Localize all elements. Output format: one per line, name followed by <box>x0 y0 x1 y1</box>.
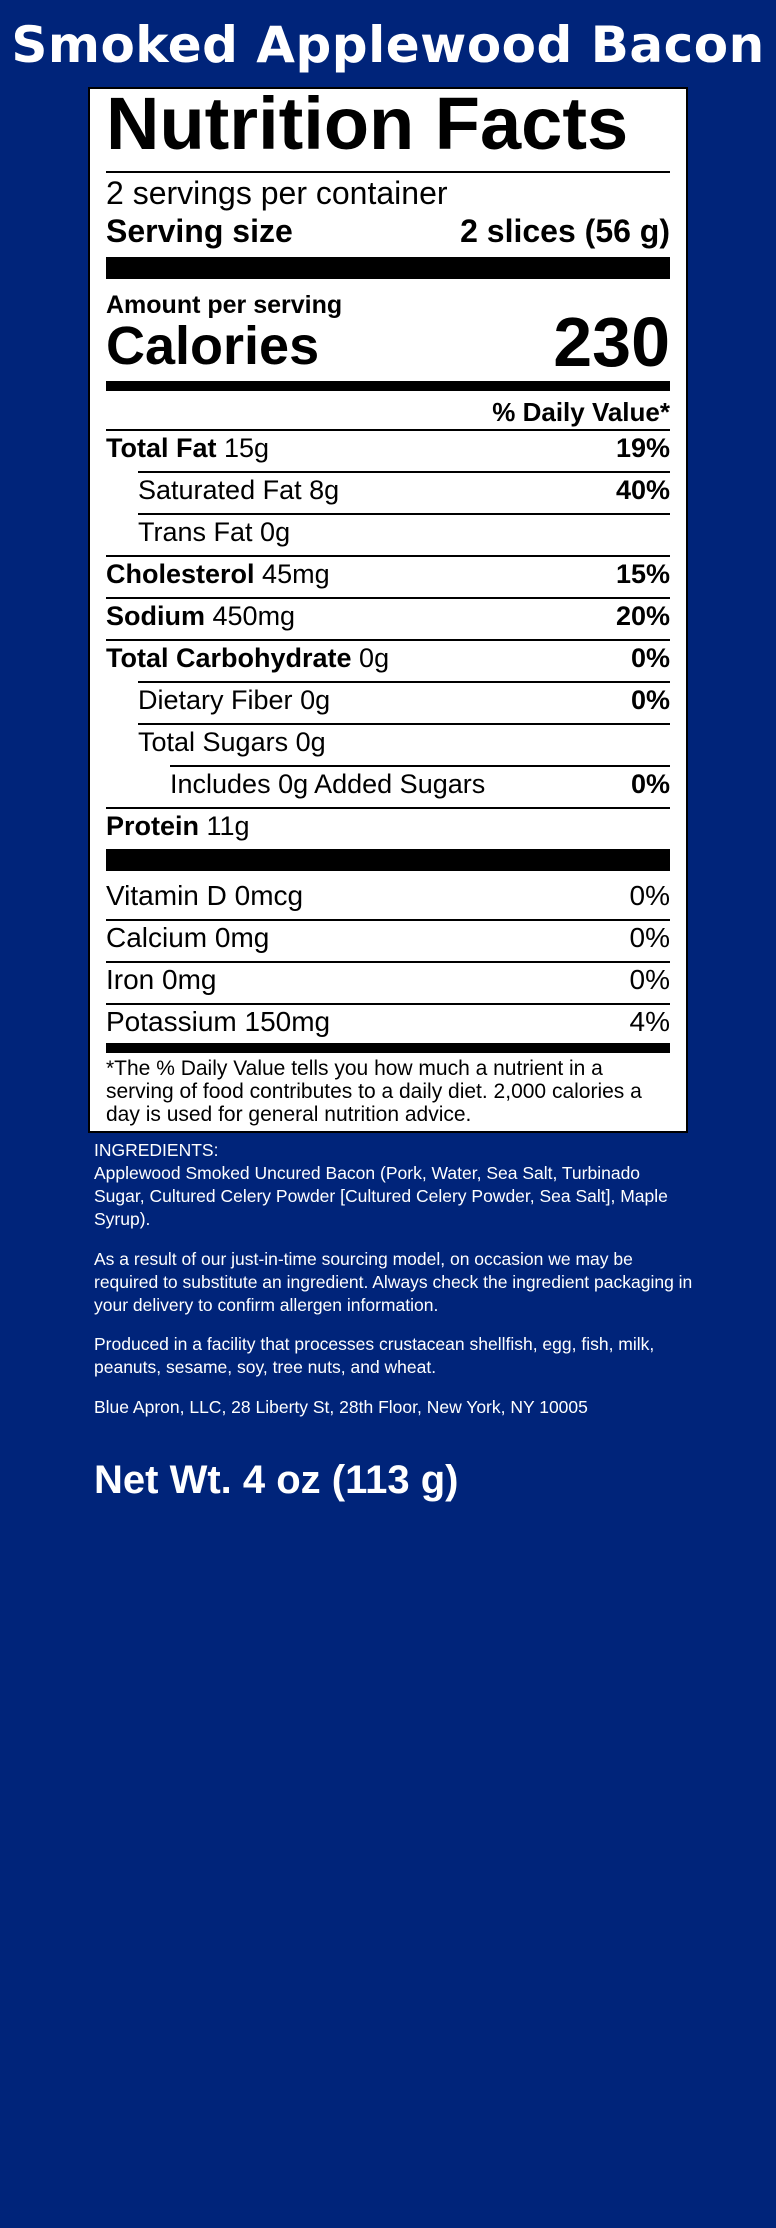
nutrient-row-sodium: Sodium 450mg <box>106 601 296 631</box>
sourcing-note: As a result of our just-in-time sourcing model, on occasion we may be required to substitute an ingredient. Always check the ingredient packaging in your delivery to confirm allergen information. <box>94 1249 693 1315</box>
nutrient-row-added-sugars: Includes 0g Added Sugars <box>170 769 486 799</box>
dv-vitamin-d: 0% <box>629 880 670 911</box>
dv-sodium: 20% <box>615 601 670 631</box>
serving-size-label: Serving size <box>106 213 293 249</box>
micro-calcium: Calcium 0mg <box>106 922 270 953</box>
daily-value-header: % Daily Value* <box>492 397 670 427</box>
daily-value-footnote: *The % Daily Value tells you how much a nutrient in a serving of food contributes to a daily diet. 2,000 calories a day is used for general nutrition advice. <box>106 1057 642 1126</box>
divider <box>106 171 670 173</box>
nutrient-row-dietary-fiber: Dietary Fiber 0g <box>138 685 331 715</box>
servings-per-container: 2 servings per container <box>106 175 448 211</box>
allergen-note: Produced in a facility that processes crustacean shellfish, egg, fish, milk, peanuts, sesame, soy, tree nuts, and wheat. <box>94 1334 655 1377</box>
calories-label: Calories <box>106 316 320 376</box>
divider <box>106 807 670 809</box>
dv-total-carbohydrate: 0% <box>630 643 670 673</box>
nutrient-row-total-sugars: Total Sugars 0g <box>138 727 326 757</box>
nutrient-row-cholesterol: Cholesterol 45mg <box>106 559 330 589</box>
dv-saturated-fat: 40% <box>615 475 670 505</box>
micro-vitamin-d: Vitamin D 0mcg <box>106 880 304 911</box>
divider <box>106 639 670 641</box>
divider <box>138 471 670 473</box>
ingredients-heading: INGREDIENTS: <box>94 1140 219 1160</box>
calories-value: 230 <box>553 303 670 381</box>
nutrient-row-total-carbohydrate: Total Carbohydrate 0g <box>106 643 390 673</box>
dv-dietary-fiber: 0% <box>630 685 670 715</box>
dv-added-sugars: 0% <box>630 769 670 799</box>
medium-divider <box>106 1043 670 1053</box>
divider <box>106 429 670 431</box>
amount-per-serving: Amount per serving <box>106 291 343 319</box>
company-address: Blue Apron, LLC, 28 Liberty St, 28th Floor, New York, NY 10005 <box>94 1397 588 1417</box>
thick-divider <box>106 257 670 279</box>
dv-total-fat: 19% <box>615 433 670 463</box>
serving-size-value: 2 slices (56 g) <box>460 213 670 249</box>
divider <box>106 555 670 557</box>
divider <box>170 765 670 767</box>
divider <box>106 961 670 963</box>
divider <box>138 681 670 683</box>
nutrient-row-protein: Protein 11g <box>106 811 250 841</box>
medium-divider <box>106 381 670 391</box>
dv-iron: 0% <box>629 964 670 995</box>
divider <box>106 597 670 599</box>
net-weight: Net Wt. 4 oz (113 g) <box>94 1458 459 1502</box>
nutrient-row-saturated-fat: Saturated Fat 8g <box>138 475 340 505</box>
divider <box>138 723 670 725</box>
micro-iron: Iron 0mg <box>106 964 217 995</box>
product-title: Smoked Applewood Bacon <box>11 16 765 74</box>
nutrition-facts-heading: Nutrition Facts <box>106 82 629 165</box>
micro-potassium: Potassium 150mg <box>106 1006 331 1037</box>
divider <box>106 1003 670 1005</box>
dv-potassium: 4% <box>629 1006 670 1037</box>
nutrient-row-total-fat: Total Fat 15g <box>106 433 270 463</box>
divider <box>106 919 670 921</box>
dv-calcium: 0% <box>629 922 670 953</box>
nutrition-facts-panel <box>88 82 688 1133</box>
divider <box>138 513 670 515</box>
thick-divider <box>106 849 670 871</box>
nutrient-row-trans-fat: Trans Fat 0g <box>138 517 291 547</box>
ingredients-text: Applewood Smoked Uncured Bacon (Pork, Water, Sea Salt, Turbinado Sugar, Cultured Celery Powder [Cultured Celery Powder, Sea Salt], Maple Syrup). <box>94 1163 668 1229</box>
dv-cholesterol: 15% <box>615 559 670 589</box>
